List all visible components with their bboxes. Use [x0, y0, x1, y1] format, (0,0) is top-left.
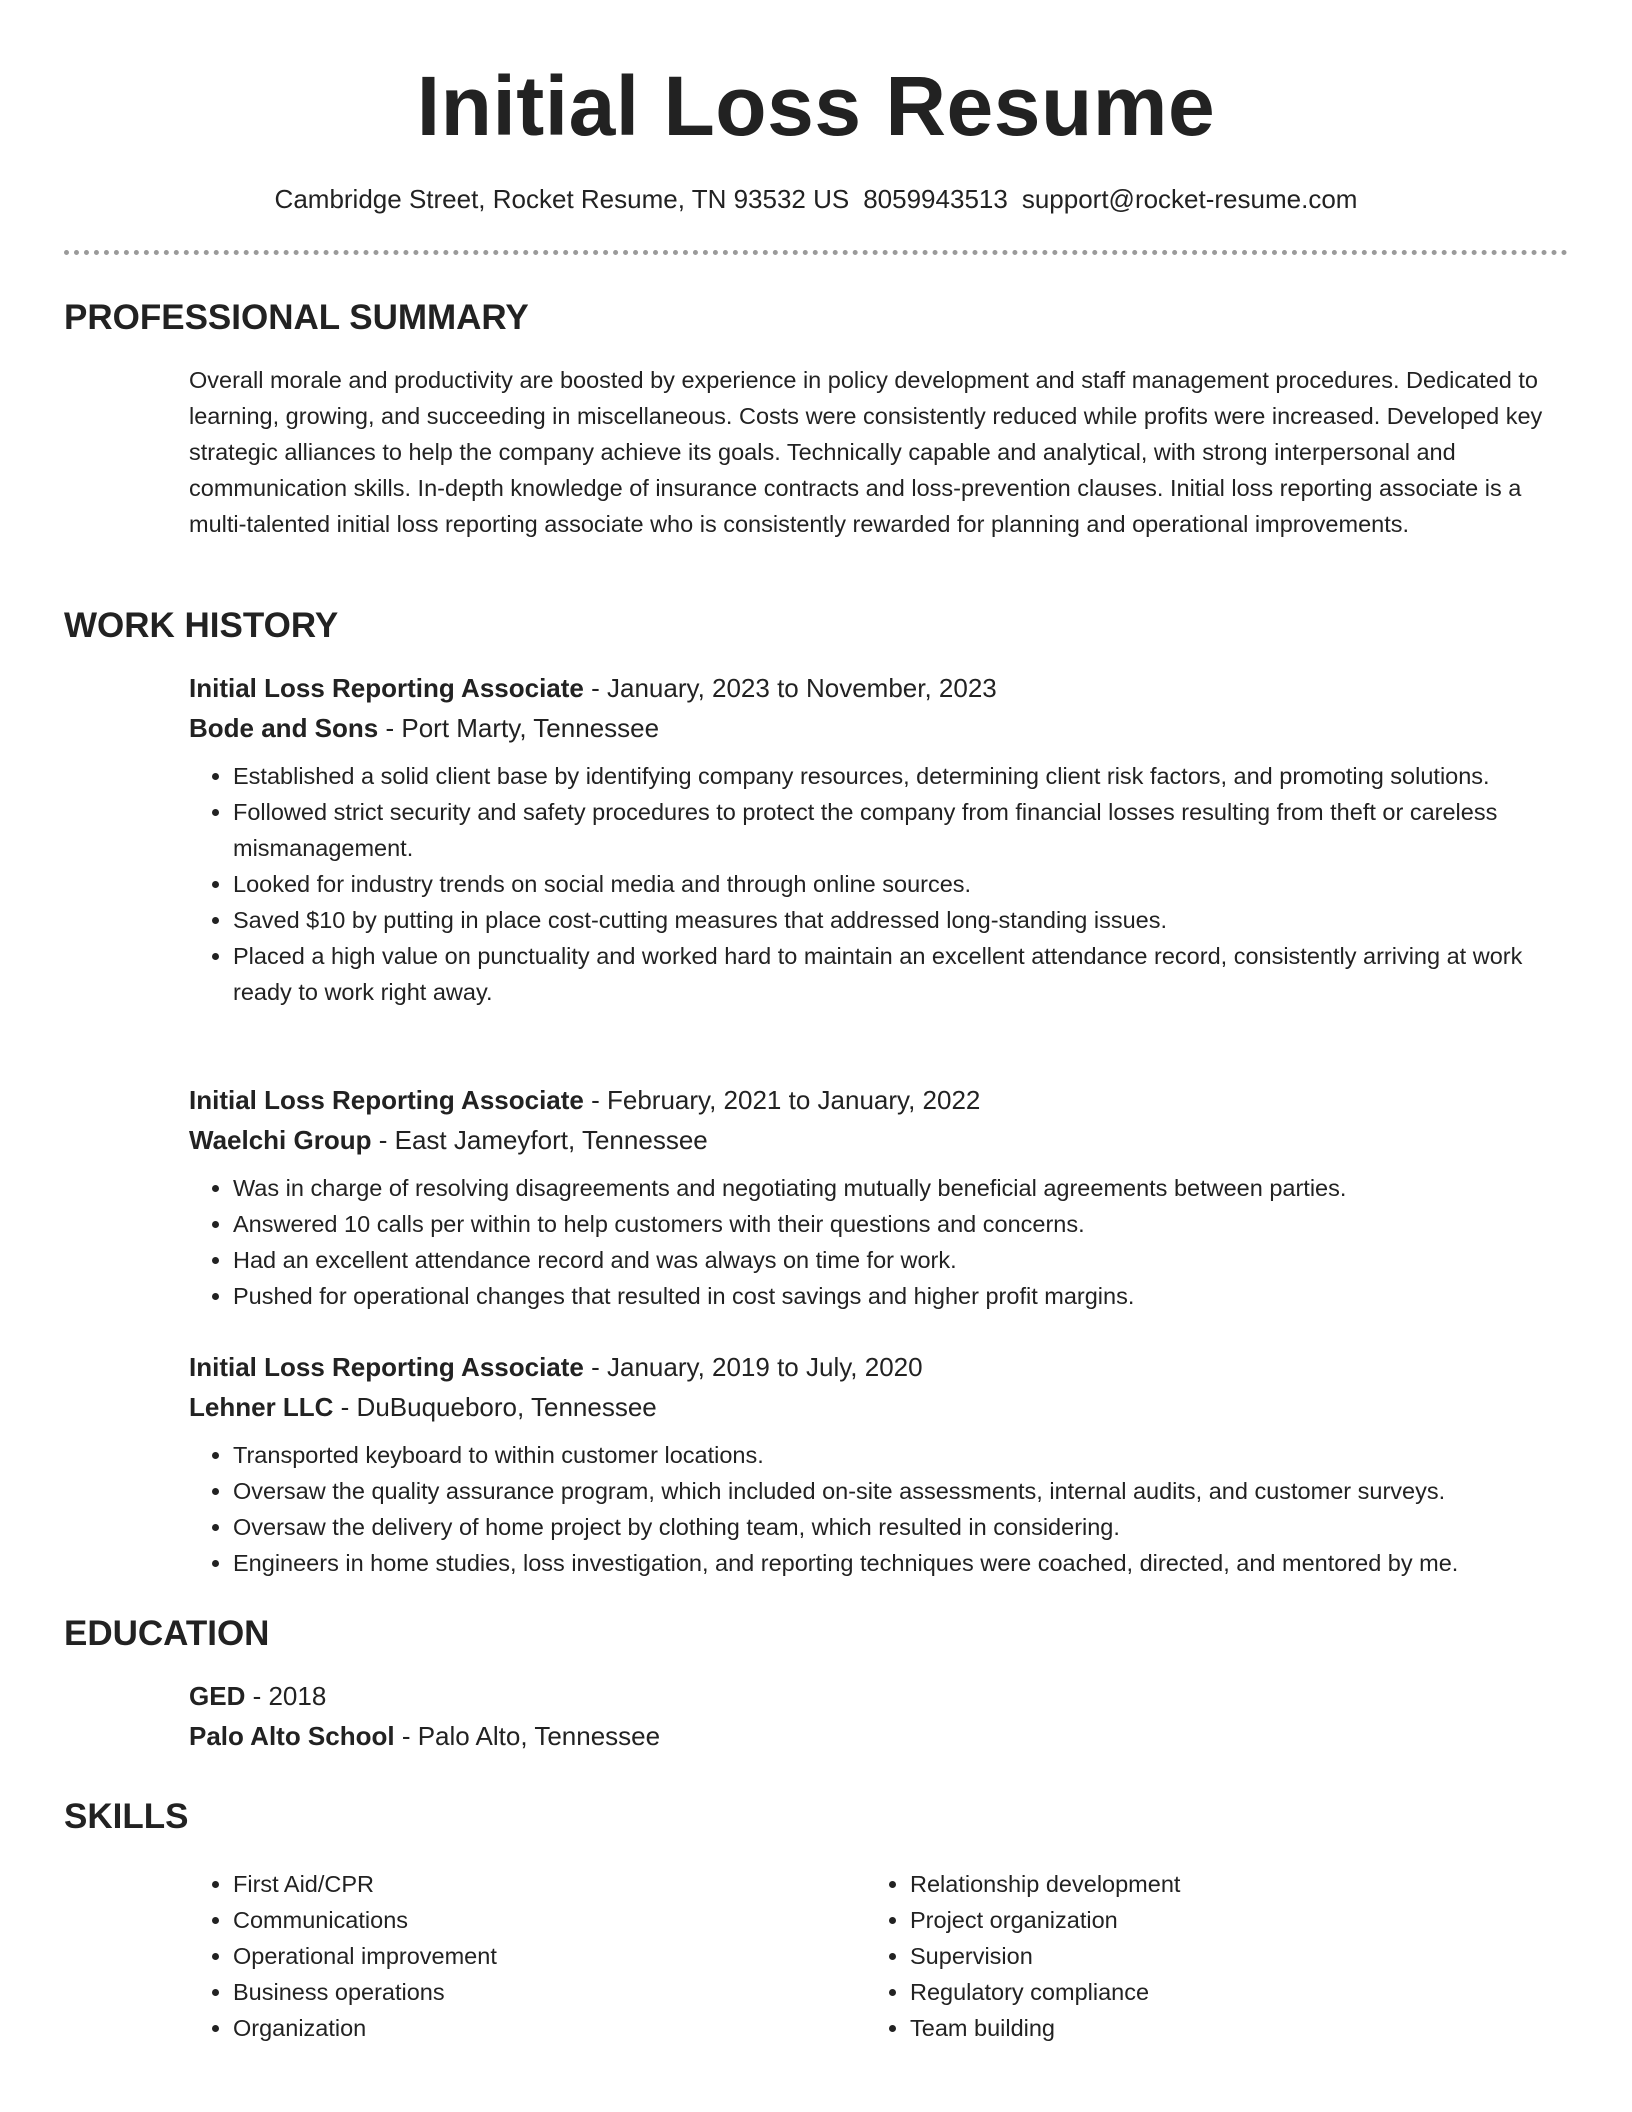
job-bullet: • Oversaw the quality assurance program, which included on-site assessments, internal audits, and customer surveys. [233, 1473, 1559, 1509]
job-dates: - January, 2019 to July, 2020 [583, 1352, 923, 1382]
job-bullet: • Transported keyboard to within customer locations. [233, 1437, 1559, 1473]
job-company-line [189, 708, 1559, 748]
skills-column-left [189, 1866, 829, 2046]
job-bullet: • Looked for industry trends on social media and through online sources. [233, 866, 1559, 902]
job-role: Initial Loss Reporting Associate [189, 1085, 584, 1115]
job-company: Bode and Sons [189, 713, 379, 743]
skill-item: • Project organization [910, 1902, 1506, 1938]
job-bullet: • Answered 10 calls per within to help customers with their questions and concerns. [233, 1206, 1559, 1242]
job-title-line [189, 1347, 1559, 1387]
job-location: - DuBuqueboro, Tennessee [333, 1392, 657, 1422]
header-divider [64, 250, 1568, 255]
education-heading: EDUCATION [64, 1614, 270, 1653]
education-school: Palo Alto School [189, 1721, 395, 1751]
job-dates: - February, 2021 to January, 2022 [583, 1085, 981, 1115]
job-role: Initial Loss Reporting Associate [189, 1352, 584, 1382]
job-company: Lehner LLC [189, 1392, 334, 1422]
email-text: support@rocket-resume.com [1021, 184, 1358, 214]
job-bullets [189, 1437, 1559, 1581]
skill-item: • Relationship development [910, 1866, 1506, 1902]
job-bullet: • Followed strict security and safety procedures to protect the company from financial losses resulting from theft or careless mismanagement. [233, 794, 1559, 866]
skill-item: • Organization [233, 2010, 829, 2046]
job-bullets [189, 758, 1559, 1010]
job-entry-3 [189, 1347, 1559, 1581]
education-degree: GED [189, 1681, 246, 1711]
job-company-line [189, 1120, 1559, 1160]
job-company-line [189, 1387, 1559, 1427]
summary-text: Overall morale and productivity are boosted by experience in policy development and staff management procedures. Dedicated to learning, growing, and succeeding in miscellaneous. Costs were consistently reduced while profits were increased. Developed key strategic alliances to help the company achieve its goals. Technically capable and analytical, with strong interpersonal and communication skills. In-depth knowledge of insurance contracts and loss-prevention clauses. Initial loss reporting associate is a multi-talented initial loss reporting associate who is consistently rewarded for planning and operational improvements. [189, 367, 1543, 537]
address-text: Cambridge Street, Rocket Resume, TN 93532 US [274, 184, 850, 214]
skill-item: • Regulatory compliance [910, 1974, 1506, 2010]
education-year: - 2018 [245, 1681, 327, 1711]
job-bullet: • Was in charge of resolving disagreements and negotiating mutually beneficial agreements between parties. [233, 1170, 1559, 1206]
job-bullet: • Placed a high value on punctuality and worked hard to maintain an excellent attendance record, consistently arriving at work ready to work right away. [233, 938, 1559, 1010]
job-bullet: • Oversaw the delivery of home project by clothing team, which resulted in considering. [233, 1509, 1559, 1545]
skills-column-right [866, 1866, 1506, 2046]
job-bullet: • Saved $10 by putting in place cost-cutting measures that addressed long-standing issues. [233, 902, 1559, 938]
job-entry-1 [189, 668, 1559, 1010]
job-role: Initial Loss Reporting Associate [189, 673, 584, 703]
resume-title: Initial Loss Resume [416, 59, 1216, 153]
phone-text: 8059943513 [863, 184, 1008, 214]
skill-item: • Team building [910, 2010, 1506, 2046]
job-entry-2 [189, 1080, 1559, 1314]
job-location: - East Jameyfort, Tennessee [371, 1125, 708, 1155]
skill-item: • Business operations [233, 1974, 829, 2010]
skills-heading: SKILLS [64, 1797, 189, 1836]
education-degree-line [189, 1676, 1559, 1716]
job-bullet: • Established a solid client base by identifying company resources, determining client risk factors, and promoting solutions. [233, 758, 1559, 794]
summary-section [189, 362, 1559, 542]
skill-item: • First Aid/CPR [233, 1866, 829, 1902]
work-history-heading: WORK HISTORY [64, 606, 339, 645]
job-company: Waelchi Group [189, 1125, 372, 1155]
education-location: - Palo Alto, Tennessee [394, 1721, 661, 1751]
job-bullet: • Pushed for operational changes that resulted in cost savings and higher profit margins. [233, 1278, 1559, 1314]
education-entry [189, 1676, 1559, 1756]
job-title-line [189, 668, 1559, 708]
summary-heading: PROFESSIONAL SUMMARY [64, 298, 529, 337]
education-school-line [189, 1716, 1559, 1756]
job-bullet: • Had an excellent attendance record and was always on time for work. [233, 1242, 1559, 1278]
contact-line [0, 182, 1632, 216]
job-bullets [189, 1170, 1559, 1314]
skill-item: • Communications [233, 1902, 829, 1938]
job-bullet: • Engineers in home studies, loss investigation, and reporting techniques were coached, directed, and mentored by me. [233, 1545, 1559, 1581]
job-location: - Port Marty, Tennessee [378, 713, 660, 743]
skill-item: • Supervision [910, 1938, 1506, 1974]
skill-item: • Operational improvement [233, 1938, 829, 1974]
job-title-line [189, 1080, 1559, 1120]
job-dates: - January, 2023 to November, 2023 [583, 673, 997, 703]
